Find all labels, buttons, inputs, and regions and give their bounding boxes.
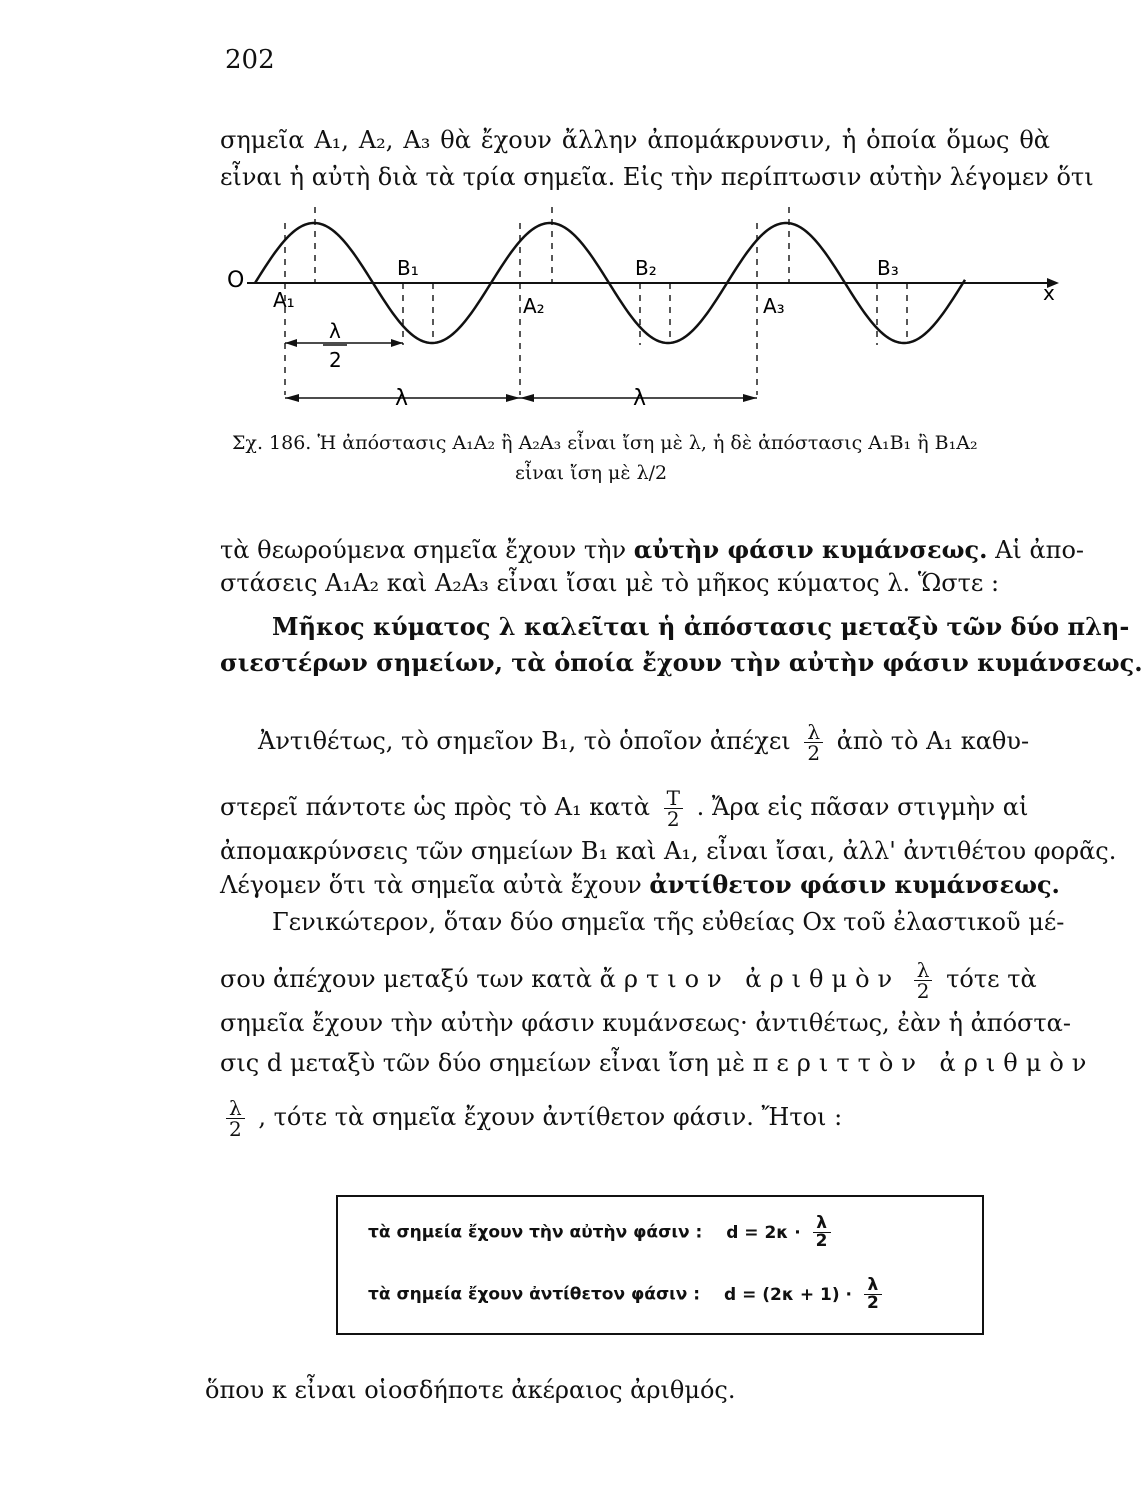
label-lambda-2: λ — [633, 386, 647, 411]
para2-text-a: Ἀντιθέτως, τὸ σημεῖον B₁, τὸ ὁποῖον ἀπέχει — [258, 727, 791, 755]
rule-fraction-same: $\frac{\lambda}{2}$ — [813, 1215, 831, 1250]
para2-line-1 — [258, 722, 1029, 763]
intro-line-1: σημεῖα A₁, A₂, A₃ θὰ ἔχουν ἄλλην ἀπομάκρυνσιν, ἡ ὁποία ὅμως θὰ — [220, 126, 1050, 154]
para3-text-b: τότε τὰ — [946, 965, 1037, 993]
para3-line-1: Γενικώτερον, ὅταν δύο σημεῖα τῆς εὐθείας Ox τοῦ ἐλαστικοῦ μέ- — [272, 908, 1065, 936]
rule-fraction-opposite: $\frac{\lambda}{2}$ — [864, 1277, 882, 1312]
para2-text-d: . Ἄρα εἰς πᾶσαν στιγμὴν αἱ — [696, 793, 1029, 821]
para3-spaced-even: ἄρτιον ἀριθμὸν — [599, 965, 901, 993]
rule-row-same-phase — [368, 1215, 837, 1250]
para2-line-2 — [220, 788, 1028, 829]
para3-line-5 — [220, 1098, 842, 1139]
rule-row-opposite-phase — [368, 1277, 888, 1312]
label-a3: A₃ — [763, 294, 785, 318]
para2-bold: ἀντίθετον φάσιν κυμάνσεως. — [649, 870, 1060, 899]
label-b1: B₁ — [397, 256, 419, 280]
para2-line-4 — [220, 870, 1060, 900]
para1-line-1 — [220, 535, 1085, 565]
fraction-lambda-over-2: $\frac{\lambda}{2}$ — [804, 722, 823, 763]
para3-spaced-odd: περιττὸν ἀριθμὸν — [752, 1049, 1095, 1077]
fraction-t-over-2: $\frac{T}{2}$ — [664, 788, 683, 829]
para1-bold: αὐτὴν φάσιν κυμάνσεως. — [633, 535, 988, 564]
axis-x-label: x — [1043, 281, 1055, 305]
para3-line-4 — [220, 1048, 1094, 1078]
para2-text-e: Λέγομεν ὅτι τὰ σημεῖα αὐτὰ ἔχουν — [220, 871, 642, 899]
label-half-lambda-den: 2 — [329, 348, 342, 372]
figure-caption-line-2: εἶναι ἴση μὲ λ/2 — [515, 462, 668, 484]
definition-line-1: Μῆκος κύματος λ καλεῖται ἡ ἀπόστασις μεταξὺ τῶν δύο πλη- — [272, 612, 1130, 641]
para2-line-3: ἀπομακρύνσεις τῶν σημείων B₁ καὶ A₁, εἶναι ἴσαι, ἀλλ' ἀντιθέτου φορᾶς. — [220, 837, 1117, 865]
rule-label-opposite: τὰ σημεία ἔχουν ἀντίθετον φάσιν : — [368, 1284, 701, 1305]
label-half-lambda-num: λ — [329, 319, 341, 343]
label-b3: B₃ — [877, 256, 899, 280]
dashed-markers — [285, 207, 907, 395]
label-lambda-1: λ — [395, 386, 409, 411]
rule-label-same: τὰ σημεία ἔχουν τὴν αὐτὴν φάσιν : — [368, 1222, 703, 1243]
para2-text-c: στερεῖ πάντοτε ὡς πρὸς τὸ A₁ κατὰ — [220, 793, 650, 821]
fraction-lambda-over-2-c: $\frac{\lambda}{2}$ — [226, 1098, 245, 1139]
para1-text-b: Αἱ ἀπο- — [995, 536, 1085, 564]
wave-figure — [225, 195, 1065, 415]
label-b2: B₂ — [635, 256, 657, 280]
label-a1: A₁ — [273, 288, 295, 312]
rule-box — [336, 1195, 984, 1335]
para1-text-a: τὰ θεωρούμενα σημεῖα ἔχουν τὴν — [220, 536, 627, 564]
fraction-lambda-over-2-b: $\frac{\lambda}{2}$ — [914, 960, 933, 1001]
definition-line-2: σιεστέρων σημείων, τὰ ὁποία ἔχουν τὴν αὐτὴν φάσιν κυμάνσεως. — [220, 648, 1143, 677]
para3-line-2 — [220, 960, 1037, 1001]
para3-text-c: σις d μεταξὺ τῶν δύο σημείων εἶναι ἴση μὲ — [220, 1049, 745, 1077]
para3-text-d: , τότε τὰ σημεῖα ἔχουν ἀντίθετον φάσιν. Ἤτοι : — [258, 1103, 843, 1131]
rule-formula-same: d = 2κ · — [726, 1222, 801, 1243]
page-number: 202 — [225, 45, 275, 75]
rule-formula-opposite: d = (2κ + 1) · — [724, 1284, 853, 1305]
para3-line-3: σημεῖα ἔχουν τὴν αὐτὴν φάσιν κυμάνσεως· ἀντιθέτως, ἐὰν ἡ ἀπόστα- — [220, 1009, 1071, 1037]
para2-text-b: ἀπὸ τὸ A₁ καθυ- — [836, 727, 1030, 755]
closing-line: ὅπου κ εἶναι οἱοσδήποτε ἀκέραιος ἀριθμός. — [205, 1376, 736, 1404]
label-a2: A₂ — [523, 294, 545, 318]
para1-line-2: στάσεις A₁A₂ καὶ A₂A₃ εἶναι ἴσαι μὲ τὸ μῆκος κύματος λ. Ὥστε : — [220, 569, 1000, 597]
origin-label: O — [227, 268, 245, 293]
intro-line-2: εἶναι ἡ αὐτὴ διὰ τὰ τρία σημεῖα. Εἰς τὴν περίπτωσιν αὐτὴν λέγομεν ὅτι — [220, 163, 1094, 191]
para3-text-a: σου ἀπέχουν μεταξύ των κατὰ — [220, 965, 592, 993]
figure-caption-line-1: Σχ. 186. Ἡ ἀπόστασις A₁A₂ ἢ A₂A₃ εἶναι ἴση μὲ λ, ἡ δὲ ἀπόστασις A₁B₁ ἢ B₁A₂ — [232, 432, 978, 454]
